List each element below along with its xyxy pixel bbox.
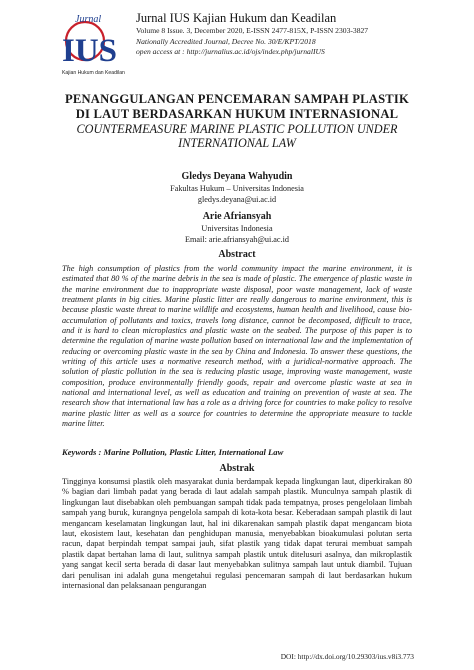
author-affiliation: Fakultas Hukum – Universitas Indonesia bbox=[170, 184, 304, 193]
author-block-1 bbox=[100, 170, 374, 205]
keywords: Keywords : Marine Pollution, Plastic Litter, International Law bbox=[62, 447, 284, 457]
accreditation-line: Nationally Accredited Journal, Decree No. 30/E/KPT/2018 bbox=[136, 36, 316, 46]
paper-title: PENANGGULANGAN PENCEMARAN SAMPAH PLASTIK DI LAUT BERDASARKAN HUKUM INTERNASIONAL bbox=[65, 92, 409, 121]
author-block-2 bbox=[100, 210, 374, 245]
abstract-indonesian bbox=[62, 477, 412, 591]
journal-logo bbox=[62, 10, 130, 76]
author-email: gledys.deyana@ui.ac.id bbox=[197, 195, 277, 204]
svg-text:IUS: IUS bbox=[62, 33, 118, 69]
journal-info bbox=[136, 11, 466, 58]
author-name: Arie Afriansyah bbox=[202, 211, 272, 222]
svg-text:Kajian Hukum dan Keadilan: Kajian Hukum dan Keadilan bbox=[62, 70, 125, 76]
abstract-indonesian-text: Tingginya konsumsi plastik oleh masyarakat dunia berdampak kepada lingkungan laut, diperkirakan 80 % bagian dari limbah padat yang berada di laut adalah sampah plastik. Munculnya sampah plastik di lingkungan laut disebabkan oleh pembuangan sampah tidak pada tempatnya, proses pengelolaan limbah sampah yang buruk, kurangnya pengelola sampah di kota-kota besar. Keberadaan sampah plastik di laut mengancam keselamatan lingkungan laut, hal ini dikarenakan sampah plastik dapat mengancam biota laut, ekosistem laut, kesehatan dan penghidupan manusia, menyebabkan bioakumulasi polutan serta racun, dapat berpindah tempat sampai jauh, sifat plastik yang tidak dapat terurai membuat sampah plastik dapat bertahan lama di laut, sulitnya sampah plastik untuk ditelusuri asalnya, dan mikroplastik yang sangat kecil serta berada di dasar laut menyebabkan sulitnya sampah laut untuk diambil. Tujuan dari penulisan ini adalah guna mengetahui regulasi pencemaran sampah di laut berdasarkan hukum internasional dan pelaksanaan pengurangan bbox=[62, 477, 412, 591]
access-line: open access at : http://jurnalius.ac.id/ojs/index.php/jurnalIUS bbox=[136, 47, 325, 56]
journal-title: Jurnal IUS Kajian Hukum dan Keadilan bbox=[136, 11, 337, 25]
doi-link[interactable]: DOI: http://dx.doi.org/10.29303/ius.v8i3.773 bbox=[280, 652, 414, 661]
abstract-english bbox=[62, 264, 412, 430]
abstrak-heading: Abstrak bbox=[219, 463, 255, 474]
abstract-english-text: The high consumption of plastics from the world community impact the marine environment, it is estimated that 80 % of the marine debris in the sea is made of plastic. The emergence of plastic waste in the marine environment due to inappropriate waste disposal, poor waste management, lack of waste treatment plants in big cities. Marine plastic litter are really dangerous to marine environment, this is because plastic waste threat to marine wildlife and ecosystems, human health and livelihood, cause bio-accumulation of pollutants and toxics, travels long distance, cannot be decomposed, difficult to trace, and it is hard to clean microplastics and plastic waste on the seabed. The purpose of this paper is to determine the regulation of marine waste pollution based on international law and the implementation of reducing or overcoming plastic waste in the sea by China and Indonesia. To answer these questions, the writing of this article uses a normative research method, with a juridical-normative approach. The solution of plastic pollution in the sea is reducing plastic usage, improving waste management, waste composition, produce environmentally friendly goods, repair and overcome plastic waste at sea in national and international level, as well as education and training on prevention of waste at sea. The research show that international law has a role as a driving force for countries to make policy to resolve marine plastic litter as well as a source for countries to determine the appropriate measure to tackle marine litter. bbox=[62, 264, 412, 429]
abstract-heading: Abstract bbox=[218, 249, 256, 260]
author-email: Email: arie.afriansyah@ui.ac.id bbox=[185, 235, 289, 244]
paper-subtitle: COUNTERMEASURE MARINE PLASTIC POLLUTION UNDER INTERNATIONAL LAW bbox=[76, 122, 398, 150]
author-affiliation: Universitas Indonesia bbox=[201, 224, 273, 233]
author-name: Gledys Deyana Wahyudin bbox=[181, 171, 293, 182]
volume-line: Volume 8 Issue. 3, December 2020, E-ISSN 2477-815X, P-ISSN 2303-3827 bbox=[136, 26, 369, 35]
svg-text:Jurnal: Jurnal bbox=[75, 14, 102, 25]
journal-header bbox=[62, 10, 462, 80]
